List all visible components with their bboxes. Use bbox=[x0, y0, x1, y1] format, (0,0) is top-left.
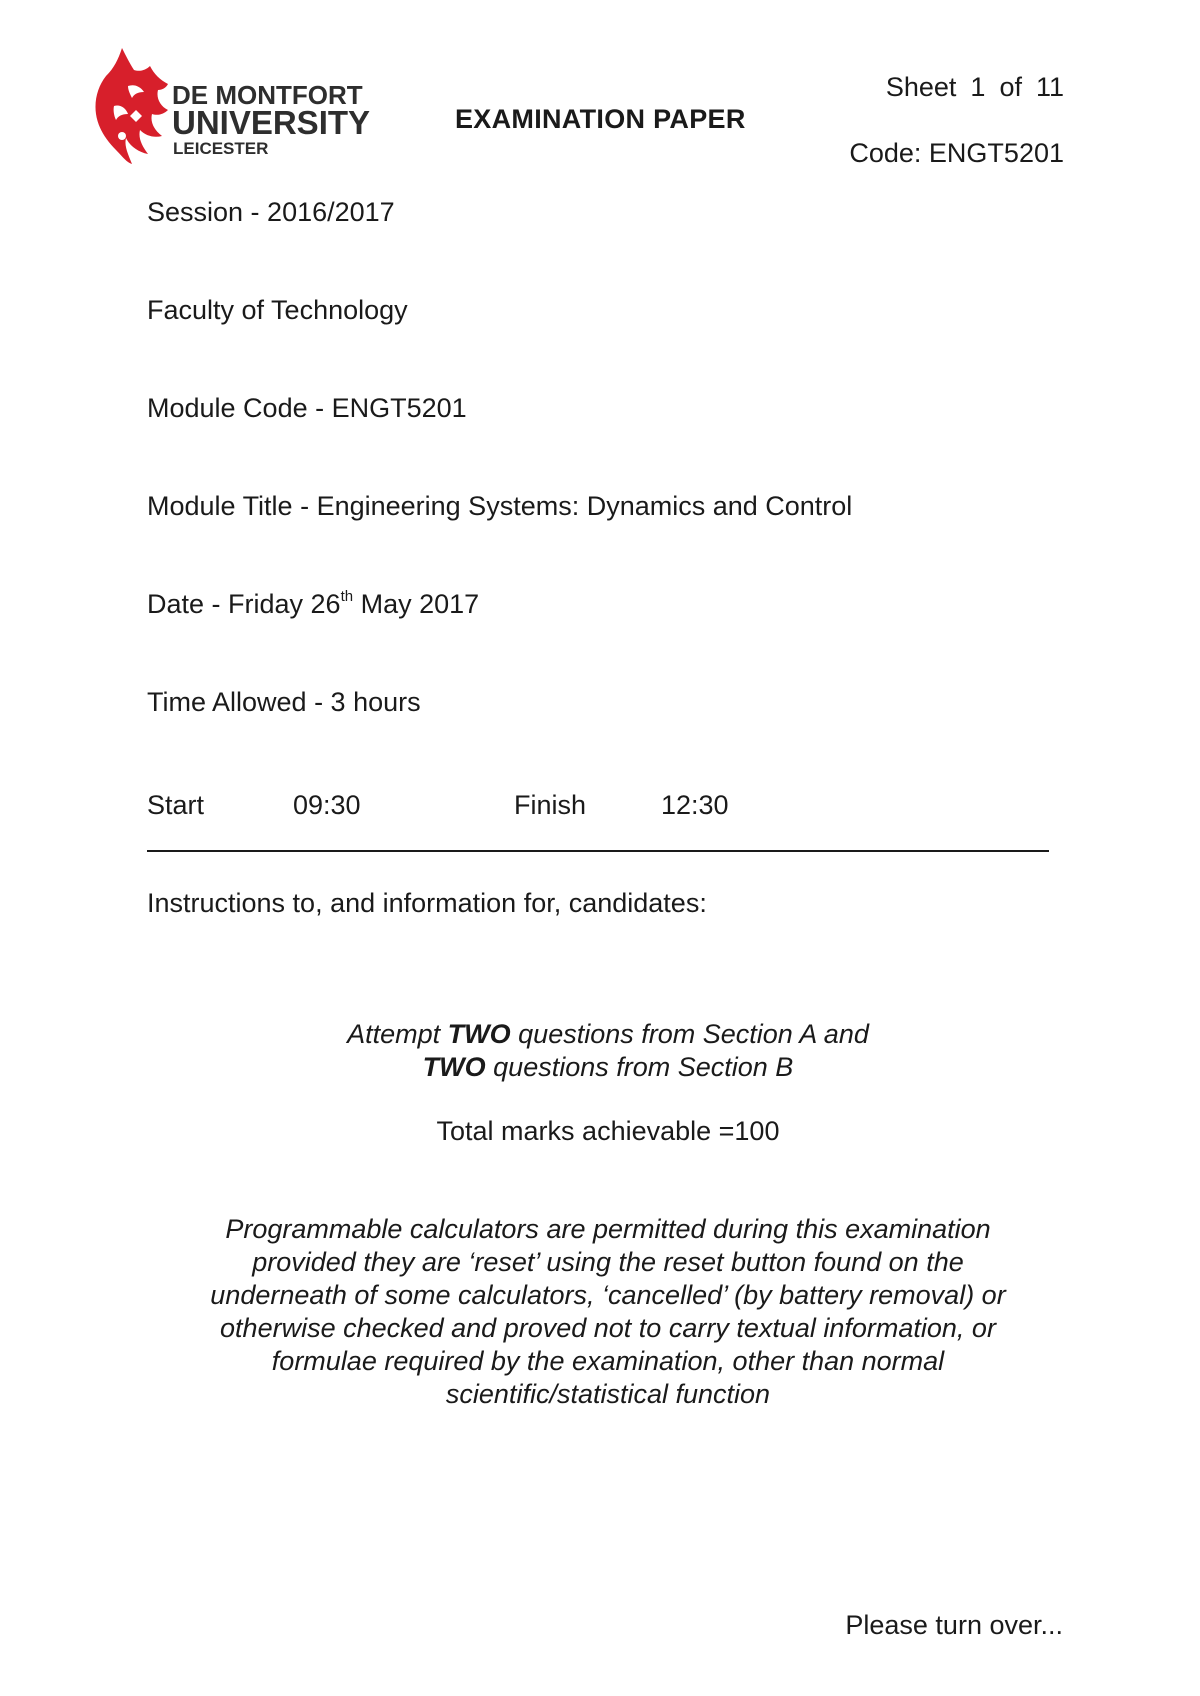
calculator-line: provided they are ‘reset’ using the reset button found on the bbox=[252, 1247, 964, 1277]
date-suffix: May 2017 bbox=[353, 589, 480, 619]
attempt-line-1 bbox=[147, 1018, 1069, 1051]
sheet-number: 1 bbox=[970, 72, 986, 102]
logo-line-2: UNIVERSITY bbox=[172, 104, 371, 141]
attempt-instruction bbox=[147, 1018, 1069, 1084]
date-prefix: Date - Friday 26 bbox=[147, 589, 341, 619]
sheet-counter bbox=[886, 72, 1064, 103]
attempt-line-2-post: questions from Section B bbox=[485, 1052, 794, 1082]
exam-code: Code: ENGT5201 bbox=[849, 138, 1064, 168]
calculator-line: formulae required by the examination, other than normal bbox=[271, 1346, 945, 1376]
calculator-policy bbox=[147, 1213, 1069, 1411]
attempt-line-2-bold: TWO bbox=[422, 1052, 486, 1082]
start-time: 09:30 bbox=[293, 790, 361, 820]
calculator-line: otherwise checked and proved not to carry textual information, or bbox=[220, 1313, 996, 1343]
logo-line-1: DE MONTFORT bbox=[172, 80, 363, 110]
page-title: EXAMINATION PAPER bbox=[455, 104, 746, 134]
finish-time: 12:30 bbox=[661, 790, 729, 820]
date-field bbox=[147, 589, 479, 620]
turn-over-note: Please turn over... bbox=[845, 1610, 1063, 1640]
sheet-of-label: of bbox=[999, 72, 1022, 102]
module-title-field: Module Title - Engineering Systems: Dynamics and Control bbox=[147, 491, 853, 521]
logo-line-3: LEICESTER bbox=[173, 139, 269, 158]
module-code-field: Module Code - ENGT5201 bbox=[147, 393, 467, 423]
sheet-total: 11 bbox=[1035, 72, 1064, 102]
attempt-line-1-bold: TWO bbox=[447, 1019, 511, 1049]
calculator-line: underneath of some calculators, ‘cancelled’ (by battery removal) or bbox=[210, 1280, 1006, 1310]
total-marks: Total marks achievable =100 bbox=[436, 1116, 780, 1146]
instructions-heading: Instructions to, and information for, candidates: bbox=[147, 888, 707, 918]
attempt-line-1-post: questions from Section A and bbox=[510, 1019, 869, 1049]
attempt-line-1-pre: Attempt bbox=[347, 1019, 448, 1049]
attempt-line-2 bbox=[147, 1051, 1069, 1084]
start-label: Start bbox=[147, 790, 205, 820]
griffin-crest-icon bbox=[92, 46, 170, 166]
faculty-field: Faculty of Technology bbox=[147, 295, 408, 325]
calculator-line: scientific/statistical function bbox=[445, 1379, 771, 1409]
finish-label: Finish bbox=[514, 790, 587, 820]
university-logo bbox=[92, 46, 382, 166]
session-field: Session - 2016/2017 bbox=[147, 197, 395, 227]
divider bbox=[147, 850, 1049, 852]
date-ordinal: th bbox=[340, 588, 354, 605]
sheet-label: Sheet bbox=[885, 72, 957, 102]
time-allowed-field: Time Allowed - 3 hours bbox=[147, 687, 421, 717]
calculator-line: Programmable calculators are permitted during this examination bbox=[225, 1214, 991, 1244]
